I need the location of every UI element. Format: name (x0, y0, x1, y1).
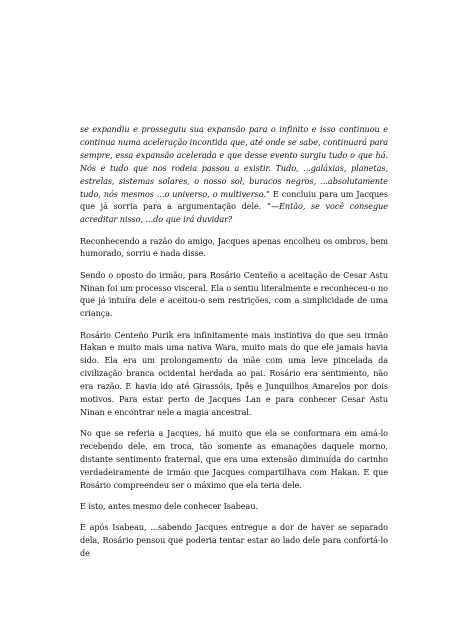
paragraph-2-text: Reconhecendo a razão do amigo, Jacques apenas encolheu os ombros, bem humorado, sorriu e nada disse. (80, 235, 388, 259)
paragraph-5 (80, 427, 388, 492)
paragraph-6-text: E isto, antes mesmo dele conhecer Isabeau. (80, 501, 259, 512)
paragraph-4-text: Rosário Centeño Purik era infinitamente mais instintiva do que seu irmão Hakan e muito mais uma nativa Wara, muito mais do que ele jamais havia sido. Ela era um prolongamento da mãe com uma leve pincelada da civilização branca ocidental herdada ao pai. Rosário era sentimento, não era razão. E havia ido até Girassóis, Ipês e Junquilhos Amarelos por dois motivos. Para estar perto de Jacques Lan e para conhecer Cesar Astu Ninan e encontrar nele a magia ancestral. (80, 329, 388, 418)
paragraph-3-text: Sendo o oposto do irmão, para Rosário Centeño a aceitação de Cesar Astu Ninan foi um processo visceral. Ela o sentiu literalmente e reconheceu-o no que já intuíra dele e aceitou-o sem restrições, com a simplicidade de uma criança. (80, 269, 388, 319)
paragraph-1-italic-b: —Então, se você consegue acreditar nisso, ...do que irá duvidar? (80, 201, 389, 225)
paragraph-2 (80, 235, 388, 261)
paragraph-7 (80, 521, 388, 560)
body-text (80, 123, 388, 568)
paragraph-3 (80, 269, 388, 321)
paragraph-4 (80, 329, 388, 419)
paragraph-7-text: E após Isabeau, ...sabendo Jacques entregue a dor de haver se separado dela, Rosário pensou que poderia tentar estar ao lado dele para confortá-lo de (80, 522, 388, 559)
paragraph-1 (80, 123, 388, 226)
paragraph-5-text: No que se referia a Jacques, há muito que ela se conformara em amá-lo recebendo dele, em troca, tão somente as emanações daquele morno, distante sentimento fraternal, que era uma extensão diminuída do carinho verdadeiramente de irmão que Jacques compartilhava com Hakan. E que Rosário compreendeu ser o máximo que ela teria dele. (80, 428, 388, 490)
paragraph-1-italic-a: se expandiu e prosseguiu sua expansão para o infinito e isso continuou e continua numa aceleração incontida que, até onde se sabe, continuará para sempre, essa expansão acelerada e que desse evento surgiu tudo o que há. Nós e tudo que nos rodeia passou a existir. Tudo, ...galáxias, planetas, estrelas, sistemas solares, o nosso sol, buracos negros, ...absolutamente tudo, nós mesmos ...o universo, o multiverso. (80, 124, 388, 199)
paragraph-1-plain: ” E concluiu para um Jacques que já sorria para a argumentação dele. “ (80, 188, 388, 212)
paragraph-6 (80, 500, 388, 513)
